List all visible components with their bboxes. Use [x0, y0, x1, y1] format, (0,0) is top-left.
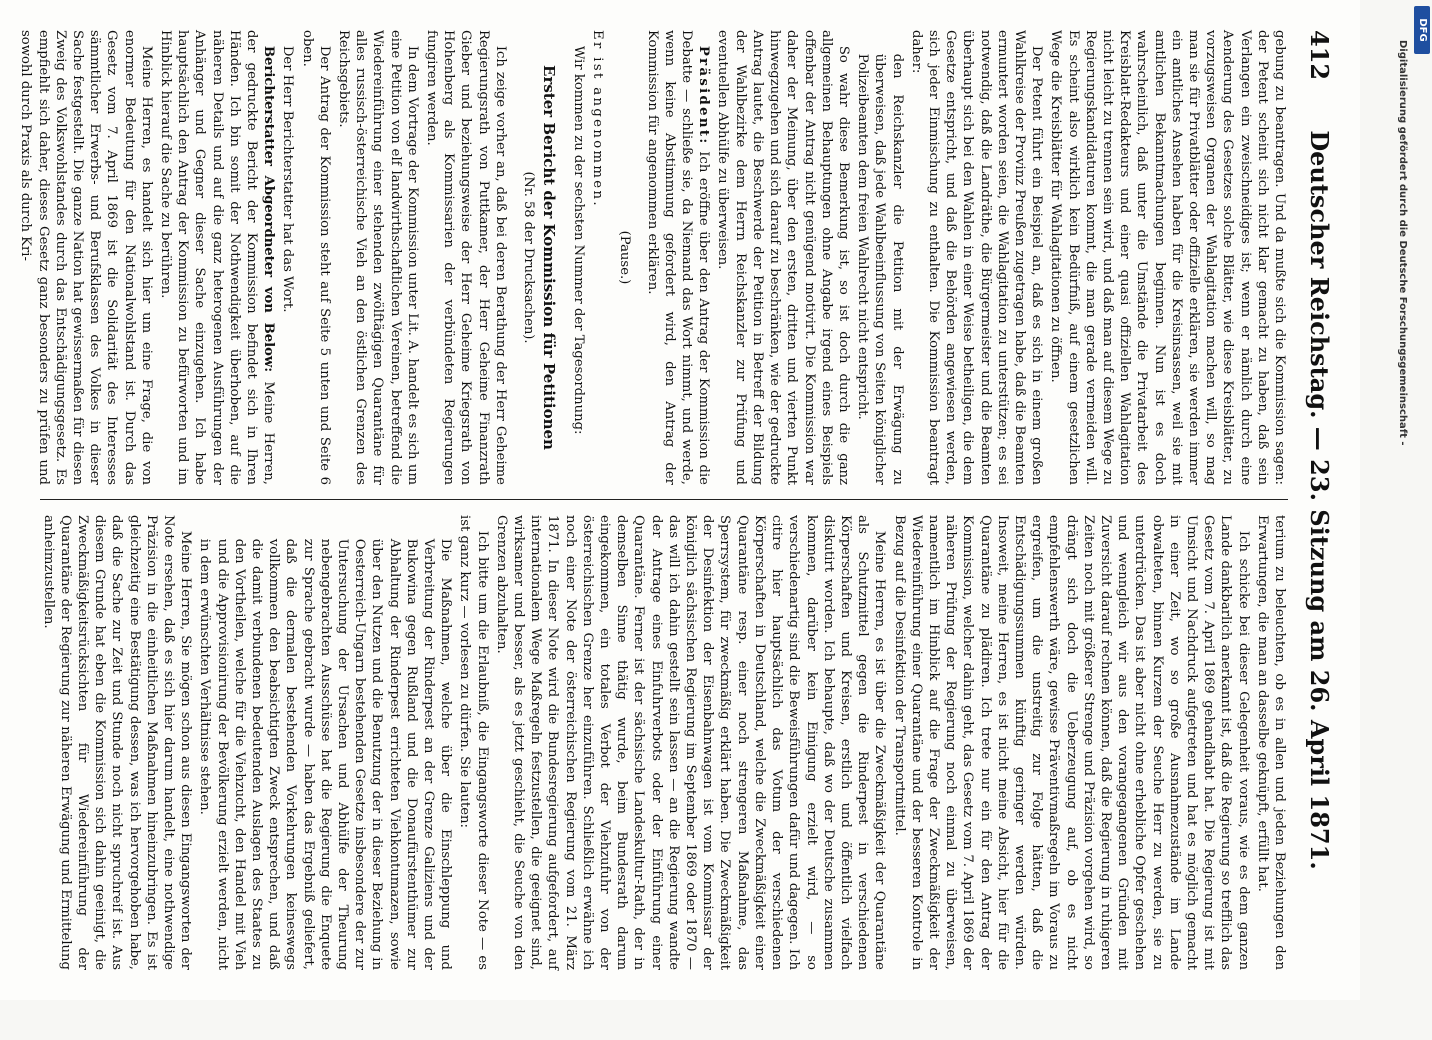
page-title: Deutscher Reichstag. — 23. Sitzung am 26. April 1871.: [1305, 130, 1334, 870]
paragraph: terium zu beleuchten, ob es in allen und jeden Beziehungen den Erwartungen, die man an dasselbe geknüpft, erfüllt hat.: [1254, 515, 1287, 970]
column-right: [40, 515, 1288, 970]
quoted-note: Die Maßnahmen, welche über die Einschleppung und Verbreitung der Rinderpest an der Grenze Galiziens und der Bukowina gegen Rußland und die Donaufürstenthümer zur Abhaltung der Rinderpest errichteten Viehkontumazen, sowie über den Nutzen und die Benutzung der in dieser Beziehung in Oesterreich-Ungarn bestehenden Gesetze insbesondere der zur Untersuchung der Ursachen und Abhülfe der Theurung nebengebrachten Ausschüsse hat die Regierung die Enquete zur Sprache gebracht wurde — haben das Ergebniß geliefert, daß die dermalen bestehenden Vorkehrungen keineswegs vollkommen den beabsichtigten Zweck entsprechen, und daß die damit verbundenen bedeutenden Auslagen des Staates zu den Vortheilen, welche für die Viehzucht, den Handel mit Vieh und die Approvisionirung der Bevölkerung erzielt werden, nicht in dem erwünschten Verhältnisse stehen.: [197, 538, 454, 970]
dfg-logo: [1414, 6, 1430, 54]
paragraph: Meine Herren, es ist über die Zweckmäßigkeit der Quarantäne als Schutzmittel gegen die Rinderpest in verschiedenen Körperschaften und Kreisen, erstlich und öffentlich vielfach diskutirt worden. Ich behaupte, daß wo der Deutsche zusammen kommen, darüber kein Einigung erzielt wird, — so verschiedenartig sind die Beweisführungen dafür und dagegen. Ich citire hier hauptsächlich das Votum der verschiedenen Körperschaften in Deutschland, welche die Zweckmäßigkeit einer Quarantäne resp. einer noch strengeren Maßnahme, das Sperrsystem, für zweckmäßig erklärt haben. Die Zweckmäßigkeit der Desinfektion der Eisenbahnwagen ist vom Kommissar der königlich sächsischen Regierung im September 1869 oder 1870 — das will ich dahin gestellt sein lassen — an die Regierung wandte der Antrage eines Einfuhrverbots oder der Einführung einer Quarantäne. Ferner ist der sächsische Landeskultur-Rath, der in demselben Sinne thätig wurde, beim Bundesrath darum eingekommen, ein totales Verbot der Viehzufuhr von der österreichischen Grenze her einzuführen. Schließlich erwähne ich noch einer Note der österreichischen Regierung vom 21. März 1871. In dieser Note wird die Bundesregierung aufgefordert, auf internationalem Wege Maßregeln festzustellen, die geeignet sind, wirksamer und besser, als es jetzt geschieht, die Seuche von den Grenzen abzuhalten.: [493, 515, 888, 970]
speaker-name: Berichterstatter Abgeordneter von Below:: [261, 45, 277, 373]
paragraph: Meine Herren, es handelt sich hier um eine Frage, die von enormer Bedeutung für den Nationalwohlstand ist. Durch das Gesetz vom 7. April 1869 ist die Solidarität des Interesses sämmtlicher Erwerbs- und Berufsklassen des Volkes in dieser Sache festgestellt. Die ganze Nation hat gewissermaßen für diesen Zweig des Volkswohlstandes durch das Entschädigungsgesetz. Es empfiehlt sich daher, dieses Gesetz ganz besonders zu prüfen und sowohl durch Praxis als durch Kri-: [18, 30, 154, 485]
digitization-credit: Digitalisierung gefördert durch die Deutsche Forschungsgemeinschaft -: [1397, 40, 1408, 446]
paragraph: Er ist angenommen.: [590, 30, 606, 208]
paragraph: Ich bitte um die Erlaubniß, die Eingangsworte dieser Note — es ist ganz kurz — vorlesen zu dürfen. Sie lauten:: [457, 515, 490, 970]
paragraph: [157, 30, 277, 485]
text-columns: [18, 30, 1288, 970]
paragraph: So wahr diese Bemerkung ist, so ist doch durch die ganz allgemeinen Behauptungen ohne Angabe irgend eines Beispiels offenbar der Antrag nicht genügend motivirt. Die Kommission war daher der Meinung, über den ersten, dritten und vierten Punkt hinwegzugehen und sich darauf zu beschränken, wie der gedruckte Antrag lautet, die Beschwerde der Petition in Betreff der Bildung der Wahlbezirke dem Herrn Reichskanzler zur Prüfung und eventuellen Abhülfe zu überweisen.: [715, 30, 851, 485]
dfg-logo-text: DFG: [1417, 18, 1428, 42]
section-heading-title: Erster Bericht der Kommission für Petitionen: [539, 65, 558, 450]
paragraph: Meine Herren, Sie mögen schon aus diesen Eingangsworten der Note ersehen, daß es sich hier darum handelt, eine nothwendige Präzision in die einheitlichen Maßnahmen hineinzubringen. Es ist gleichzeitig eine Bestätigung dessen, was ich hervorgehoben habe, daß die Sache zur Zeit und Stunde noch nicht spruchreif ist. Aus diesem Grunde hat eben die Kommission sich dahin geeinigt, die Zweckmäßigkeitsrücksichten für Wiedereinführung der Quarantäne der Regierung zur näheren Erwägung und Ermittelung anheimzustellen.: [40, 515, 194, 970]
paragraph: Der Antrag der Kommission steht auf Seite 5 unten und Seite 6 oben.: [299, 30, 332, 485]
pause-note: (Pause.): [617, 230, 633, 285]
paragraph: Ich zeige vorher an, daß bei deren Berathung der Herr Geheime Regierungsrath von Puttkamer, der Herr Geheime Finanzrath Gieber und beziehungsweise der Herr Geheime Kriegsrath von Hohenberg als Kommissarien der verbündeten Regierungen fungiren werden.: [424, 30, 508, 485]
speaker-name: Präsident:: [696, 45, 712, 146]
page-number: 412: [1305, 30, 1334, 81]
quoted-motion: den Reichskanzler die Petition mit der Erwägung zu überweisen, daß jede Wahlbeeinflussung von Seiten königlicher Polizeibeamten dem freien Wahlrecht nicht entspricht.: [855, 53, 905, 485]
section-heading: [519, 30, 558, 485]
paragraph: gebung zu beantragen. Und da mußte sich die Kommission sagen: der Petent scheint sich nicht klar gemacht zu haben, daß sein Verlangen ein zweischneidiges ist; wenn er nämlich durch eine Aenderung des Gesetzes solche Blätter, wie diese Kreisblätter, zu vorzugsweisen Organen der Wahlagitation machen will, so mag man sie für Privatblätter oder offizielle erklären, sie werden immer ein amtliches Ansehen haben für die Kreisinsassen, weil sie mit amtlichen Bekanntmachungen beginnen. Nun ist es doch wahrscheinlich, daß unter die Umstände die Privatarbeit des Kreisblatt-Redakteurs und einer quasi offiziellen Wahlagitation nicht leicht zu trennen sein wird, und daß man auf diesem Wege zu Regierungskandidaturen kommt, die man gerade vermeiden will. Es scheint also wirklich kein Bedürfniß, auf einem gesetzlichen Wege die Kreisblätter für Wahlagitationen zu öffnen.: [1048, 30, 1287, 485]
paragraph: Ich schicke bei dieser Gelegenheit voraus, wie es dem ganzen Lande dankbarlich anerkannt ist, daß die Regierung so trefflich das Gesetz vom 7. April 1869 gehandhabt hat. Die Regierung ist mit Umsicht und Nachdruck aufgetreten und hat es möglich gemacht in einer Zeit, wo so große Ausnahmezustände im Lande obwalteten, binnen Kurzem der Seuche Herr zu werden, sie zu unterdrücken. Das ist aber nicht ohne erhebliche Opfer geschehen und wenngleich wir aus den vorangegangenen Gründen mit Zuversicht darauf rechnen können, daß die Regierung in ruhigeren Zeiten noch mit größerer Strenge und Präzision vorgehen wird, so drängt sich doch die Ueberzeugung auf, ob es nicht empfehlenswerth wäre, gewisse Präventivmaßregeln im Voraus zu ergreifen, um die unstreitig zur Folge hätten, daß die Entschädigungssummen künftig geringer werden würden. Insoweit, meine Herren, es ist nicht meine Absicht, hier für die Quarantäne zu plädiren. Ich trete nur ein für den Antrag der Kommission, welcher dahin geht, das Gesetz vom 7. April 1869 der näheren Prüfung der Regierung noch einmal zu überweisen, namentlich im Hinblick auf die Frage der Zweckmäßigkeit der Wiedereinführung einer Quarantäne und der besseren Kontrole in Bezug auf die Desinfektion der Transportmittel.: [891, 515, 1251, 970]
paragraph: Der Herr Berichterstatter hat das Wort.: [280, 45, 296, 313]
section-heading-sub: (Nr. 58 der Drucksachen).: [520, 171, 536, 344]
paragraph: [643, 30, 712, 485]
speech-text: Ich eröffne über den Antrag der Kommission die Debatte — schließe sie, da Niemand das Wort nimmt, und werde, wenn keine Abstimmung gefordert wird, den Antrag der Kommission für angenommen erklären.: [644, 30, 712, 485]
column-left: [18, 30, 1288, 485]
paragraph: Wir kommen zu der sechsten Nummer der Tagesordnung:: [571, 45, 587, 435]
running-head: [1298, 30, 1338, 970]
paragraph: In dem Vortrage der Kommission unter Lit. A. handelt es sich um eine Petition von elf landwirthschaftlichen Vereinen, betreffend die Wiedereinführung einer stehenden zwölftägigen Quarantäne für alles russisch-österreichische Vieh an den östlichen Grenzen des Reichsgebiets.: [336, 30, 420, 485]
speech-text: Meine Herren, der gedruckte Bericht der Kommission befindet sich in Ihren Händen. Ich bin somit der Nothwendigkeit überhoben, auf die näheren Details und auf die ganz heterogenen Ausführungen der Anhänger und Gegner dieser Sache einzugehen. Ich habe hauptsächlich den Antrag der Kommission zu befürworten und im Hinblick hierauf die Sache zu berühren.: [158, 30, 277, 485]
paragraph: Der Petent führt ein Beispiel an, daß es sich in einem großen Wahlkreise der Provinz Preußen zugetragen habe, daß die Beamten ermuntert worden seien, die Wahlagitation zu unterstützen; es sei notwendig, daß die Landräthe, die Bürgermeister und die Beamten überhaupt sich bei den Wahlen in einer Weise betheiligen, die dem Gesetze entspricht, und daß die Behörden angewiesen werden, sich jeder Einmischung zu enthalten. Die Kommission beantragt daher:: [908, 30, 1045, 485]
